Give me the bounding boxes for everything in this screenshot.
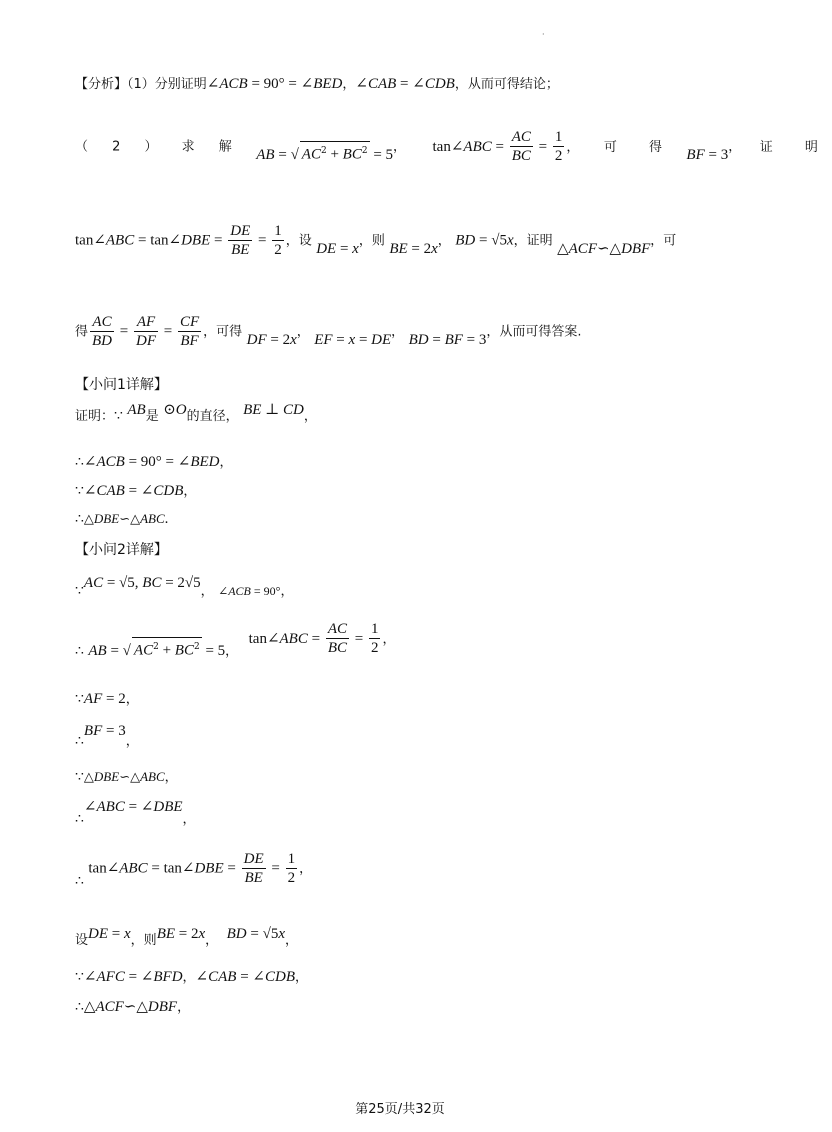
page-footer: 第25页/共32页 <box>355 1102 445 1117</box>
q2-line-10: ∴△ACF∽△DBF， <box>75 999 191 1015</box>
because-symbol: ∵ <box>75 583 84 599</box>
therefore-symbol: ∴ <box>75 733 84 749</box>
q2-line-2: ∴ AB = √ $AC^2 + BC^2 = 5$， tan∠ABC = $\frac{AC}{BC}$ = $\frac{1}{2}$ ， <box>75 621 396 659</box>
q2-line-5: ∵△DBE∽△ABC， <box>75 769 178 785</box>
q1-line-4: ∴△DBE∽△ABC. <box>75 511 169 527</box>
analysis-zhengming: 证 明 <box>759 139 832 155</box>
she-label: 设 <box>75 933 89 948</box>
analysis-line-4: 得 $\frac{AC}{BD}$ = $\frac{AF}{DF}$ = $\frac{CF}{BF}$ ，可得 DF = 2x， EF = x = DE， BD = BF = 3，从而可得答案. <box>75 314 582 349</box>
she-label: 设 <box>298 233 312 249</box>
zhengming-colon: 证明： <box>75 409 115 424</box>
q2-line-7: ∴ tan∠ABC = tan∠DBE = $\frac{DE}{BE}$ = $\frac{1}{2}$ ， <box>75 851 313 889</box>
analysis-line-3: tan∠ABC = tan∠DBE = $\frac{DE}{BE}$ = $\frac{1}{2}$ ，设 DE = x，则 BE = 2x， BD = √5x，证明 △ACF∽△DBF，可 <box>75 223 677 258</box>
ke-label: 可 <box>663 233 677 249</box>
analysis-part1: （1）分别证明 <box>127 77 207 92</box>
q2-line-6: ∴∠ABC = ∠DBE， <box>75 799 196 827</box>
therefore-symbol: ∴ <box>75 454 84 470</box>
q2-line-8: 设DE = x，则BE = 2x， BD = √5x， <box>75 926 299 948</box>
ze-label: 则 <box>143 933 157 948</box>
kede-label: 可得 <box>216 324 243 340</box>
q1-label: 【小问1详解】 <box>75 377 168 393</box>
q2-line-9: ∵∠AFC = ∠BFD，∠CAB = ∠CDB， <box>75 969 309 985</box>
analysis-label: 【分析】 <box>75 77 128 92</box>
diameter-label: 的直径 <box>186 409 226 424</box>
analysis-ke-de: 可 得 <box>603 139 676 155</box>
q2-line-1: ∵AC = √5, BC = 2√5， ∠ACB = 90°， <box>75 575 294 599</box>
zhengming2-label: 证明 <box>526 233 553 249</box>
analysis-part1-end: ，从而可得结论； <box>454 77 559 92</box>
de-label: 得 <box>75 324 89 340</box>
scan-dot: · <box>542 30 545 39</box>
because-symbol: ∵ <box>75 691 84 707</box>
therefore-symbol: ∴ <box>75 642 84 659</box>
q2-line-3: ∵AF = 2， <box>75 691 139 707</box>
q1-line-3: ∵∠CAB = ∠CDB， <box>75 483 197 499</box>
because-symbol: ∵ <box>75 969 84 985</box>
therefore-symbol: ∴ <box>75 872 84 889</box>
because-symbol: ∵ <box>114 408 123 424</box>
therefore-symbol: ∴ <box>75 999 84 1015</box>
therefore-symbol: ∴ <box>75 511 84 527</box>
final-label: 从而可得答案. <box>499 324 582 340</box>
therefore-symbol: ∴ <box>75 811 84 827</box>
because-symbol: ∵ <box>75 483 84 499</box>
analysis-p2-open: （ 2 ） 求 解 <box>75 139 242 155</box>
shi-label: 是 <box>145 409 159 424</box>
because-symbol: ∵ <box>75 769 84 785</box>
analysis-line-2: （ 2 ） 求 解 AB = √ $AC^2 + BC^2 = 5$， tan∠ABC = $\frac{AC}{BC}$ = $\frac{1}{2}$ ， 可 得 BF = 3， 证 明 <box>75 129 832 164</box>
q1-proof-line: 证明：∵ AB是 ⊙O的直径， BE ⊥ CD， <box>75 402 317 424</box>
q2-label: 【小问2详解】 <box>75 542 168 558</box>
ze-label: 则 <box>371 233 385 249</box>
q1-line-2: ∴∠ACB = 90° = ∠BED， <box>75 454 233 470</box>
analysis-line-1: 【分析】（1）分别证明∠ACB = 90° = ∠BED，∠CAB = ∠CDB，从而可得结论； <box>75 76 559 92</box>
q2-line-4: ∴BF = 3， <box>75 723 139 749</box>
